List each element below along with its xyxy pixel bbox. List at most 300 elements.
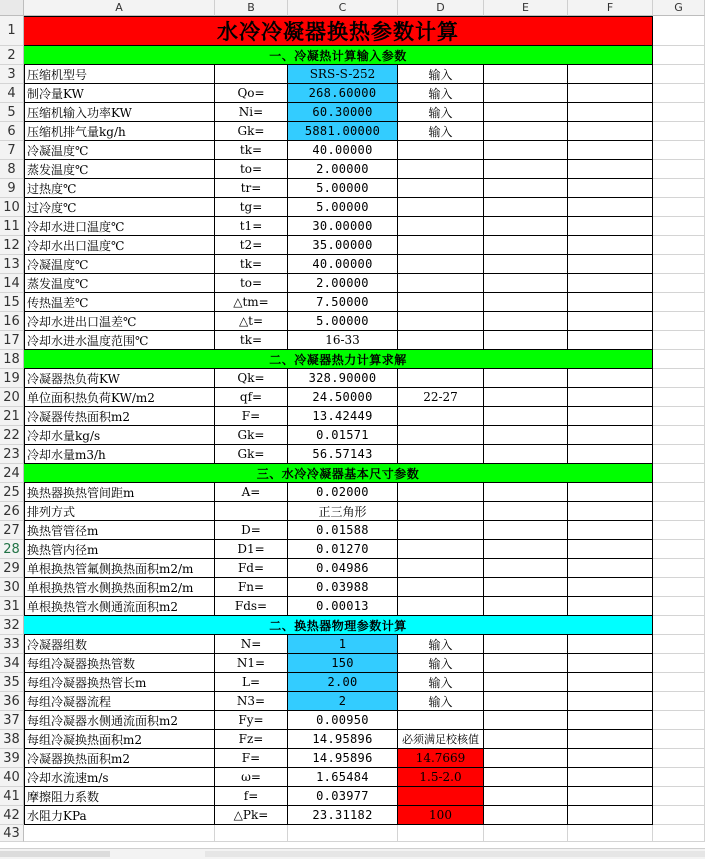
- cell-c4[interactable]: 268.60000: [288, 84, 398, 103]
- cell-d11[interactable]: [398, 217, 484, 236]
- row-header-13[interactable]: 13: [0, 255, 24, 274]
- cell-c37[interactable]: 0.00950: [288, 711, 398, 730]
- cell-e12[interactable]: [484, 236, 568, 255]
- cell-e26[interactable]: [484, 502, 568, 521]
- cell-d3[interactable]: 输入: [398, 65, 484, 84]
- cell-e16[interactable]: [484, 312, 568, 331]
- section-header-thermal[interactable]: 二、冷凝器热力计算求解: [24, 350, 653, 369]
- empty-cell-g24[interactable]: [653, 464, 705, 483]
- cell-c36[interactable]: 2: [288, 692, 398, 711]
- sheet-tab-strip[interactable]: [0, 851, 110, 857]
- row-header-40[interactable]: 40: [0, 768, 24, 787]
- cell-e38[interactable]: [484, 730, 568, 749]
- empty-cell-g39[interactable]: [653, 749, 705, 768]
- cell-f25[interactable]: [568, 483, 653, 502]
- cell-f42[interactable]: [568, 806, 653, 825]
- cell-d14[interactable]: [398, 274, 484, 293]
- cell-f13[interactable]: [568, 255, 653, 274]
- cell-e29[interactable]: [484, 559, 568, 578]
- row-header-34[interactable]: 34: [0, 654, 24, 673]
- empty-cell-g40[interactable]: [653, 768, 705, 787]
- row-header-21[interactable]: 21: [0, 407, 24, 426]
- cell-f26[interactable]: [568, 502, 653, 521]
- cell-a6[interactable]: 压缩机排气量kg/h: [24, 122, 215, 141]
- cell-e6[interactable]: [484, 122, 568, 141]
- cell-a34[interactable]: 每组冷凝器换热管数: [24, 654, 215, 673]
- empty-cell-f43[interactable]: [568, 825, 653, 842]
- cell-a8[interactable]: 蒸发温度℃: [24, 160, 215, 179]
- cell-a21[interactable]: 冷凝器传热面积m2: [24, 407, 215, 426]
- empty-cell-g10[interactable]: [653, 198, 705, 217]
- cell-f30[interactable]: [568, 578, 653, 597]
- empty-cell-g36[interactable]: [653, 692, 705, 711]
- cell-e21[interactable]: [484, 407, 568, 426]
- cell-f41[interactable]: [568, 787, 653, 806]
- cell-a4[interactable]: 制冷量KW: [24, 84, 215, 103]
- empty-cell-g32[interactable]: [653, 616, 705, 635]
- row-header-22[interactable]: 22: [0, 426, 24, 445]
- cell-a10[interactable]: 过冷度℃: [24, 198, 215, 217]
- cell-a17[interactable]: 冷却水进水温度范围℃: [24, 331, 215, 350]
- column-header-d[interactable]: D: [398, 0, 484, 16]
- cell-e15[interactable]: [484, 293, 568, 312]
- cell-b41[interactable]: f=: [215, 787, 288, 806]
- cell-b40[interactable]: ω=: [215, 768, 288, 787]
- column-header-c[interactable]: C: [288, 0, 398, 16]
- cell-c16[interactable]: 5.00000: [288, 312, 398, 331]
- cell-a29[interactable]: 单根换热管氟侧换热面积m2/m: [24, 559, 215, 578]
- cell-e19[interactable]: [484, 369, 568, 388]
- empty-cell-g21[interactable]: [653, 407, 705, 426]
- cell-d15[interactable]: [398, 293, 484, 312]
- row-header-42[interactable]: 42: [0, 806, 24, 825]
- cell-a39[interactable]: 冷凝器换热面积m2: [24, 749, 215, 768]
- cell-b3[interactable]: [215, 65, 288, 84]
- cell-c26[interactable]: 正三角形: [288, 502, 398, 521]
- cell-b29[interactable]: Fd=: [215, 559, 288, 578]
- cell-c29[interactable]: 0.04986: [288, 559, 398, 578]
- cell-b35[interactable]: L=: [215, 673, 288, 692]
- cell-d29[interactable]: [398, 559, 484, 578]
- empty-cell-a43[interactable]: [24, 825, 215, 842]
- row-header-2[interactable]: 2: [0, 46, 24, 65]
- cell-e41[interactable]: [484, 787, 568, 806]
- cell-d41[interactable]: [398, 787, 484, 806]
- cell-b9[interactable]: tr=: [215, 179, 288, 198]
- cell-d31[interactable]: [398, 597, 484, 616]
- cell-f31[interactable]: [568, 597, 653, 616]
- cell-a19[interactable]: 冷凝器热负荷KW: [24, 369, 215, 388]
- row-header-17[interactable]: 17: [0, 331, 24, 350]
- cell-f4[interactable]: [568, 84, 653, 103]
- cell-c13[interactable]: 40.00000: [288, 255, 398, 274]
- cell-e17[interactable]: [484, 331, 568, 350]
- cell-c12[interactable]: 35.00000: [288, 236, 398, 255]
- empty-cell-g37[interactable]: [653, 711, 705, 730]
- horizontal-scrollbar[interactable]: [205, 851, 705, 857]
- empty-cell-g9[interactable]: [653, 179, 705, 198]
- row-header-28[interactable]: 28: [0, 540, 24, 559]
- cell-a9[interactable]: 过热度℃: [24, 179, 215, 198]
- cell-b12[interactable]: t2=: [215, 236, 288, 255]
- cell-a37[interactable]: 每组冷凝器水侧通流面积m2: [24, 711, 215, 730]
- cell-c39[interactable]: 14.95896: [288, 749, 398, 768]
- cell-b28[interactable]: D1=: [215, 540, 288, 559]
- cell-f12[interactable]: [568, 236, 653, 255]
- cell-c11[interactable]: 30.00000: [288, 217, 398, 236]
- empty-cell-g4[interactable]: [653, 84, 705, 103]
- empty-cell-g31[interactable]: [653, 597, 705, 616]
- row-header-35[interactable]: 35: [0, 673, 24, 692]
- empty-cell-g5[interactable]: [653, 103, 705, 122]
- row-header-18[interactable]: 18: [0, 350, 24, 369]
- cell-e39[interactable]: [484, 749, 568, 768]
- cell-e33[interactable]: [484, 635, 568, 654]
- cell-c8[interactable]: 2.00000: [288, 160, 398, 179]
- section-header-physical[interactable]: 二、换热器物理参数计算: [24, 616, 653, 635]
- cell-d12[interactable]: [398, 236, 484, 255]
- row-header-32[interactable]: 32: [0, 616, 24, 635]
- cell-f23[interactable]: [568, 445, 653, 464]
- cell-f11[interactable]: [568, 217, 653, 236]
- row-header-38[interactable]: 38: [0, 730, 24, 749]
- cell-d34[interactable]: 输入: [398, 654, 484, 673]
- row-header-31[interactable]: 31: [0, 597, 24, 616]
- column-header-f[interactable]: F: [568, 0, 653, 16]
- cell-a36[interactable]: 每组冷凝器流程: [24, 692, 215, 711]
- cell-d30[interactable]: [398, 578, 484, 597]
- cell-c9[interactable]: 5.00000: [288, 179, 398, 198]
- cell-b17[interactable]: tk=: [215, 331, 288, 350]
- cell-f16[interactable]: [568, 312, 653, 331]
- cell-f22[interactable]: [568, 426, 653, 445]
- row-header-19[interactable]: 19: [0, 369, 24, 388]
- empty-cell-g8[interactable]: [653, 160, 705, 179]
- empty-cell-g6[interactable]: [653, 122, 705, 141]
- cell-e3[interactable]: [484, 65, 568, 84]
- cell-e37[interactable]: [484, 711, 568, 730]
- cell-d36[interactable]: 输入: [398, 692, 484, 711]
- cell-a35[interactable]: 每组冷凝器换热管长m: [24, 673, 215, 692]
- empty-cell-g14[interactable]: [653, 274, 705, 293]
- row-header-3[interactable]: 3: [0, 65, 24, 84]
- cell-d40[interactable]: 1.5-2.0: [398, 768, 484, 787]
- cell-b36[interactable]: N3=: [215, 692, 288, 711]
- cell-d28[interactable]: [398, 540, 484, 559]
- empty-cell-g28[interactable]: [653, 540, 705, 559]
- cell-f7[interactable]: [568, 141, 653, 160]
- cell-a20[interactable]: 单位面积热负荷KW/m2: [24, 388, 215, 407]
- cell-f38[interactable]: [568, 730, 653, 749]
- empty-cell-g34[interactable]: [653, 654, 705, 673]
- empty-cell-g12[interactable]: [653, 236, 705, 255]
- cell-e31[interactable]: [484, 597, 568, 616]
- cell-c38[interactable]: 14.95896: [288, 730, 398, 749]
- cell-f40[interactable]: [568, 768, 653, 787]
- empty-cell-e43[interactable]: [484, 825, 568, 842]
- row-header-24[interactable]: 24: [0, 464, 24, 483]
- cell-b34[interactable]: N1=: [215, 654, 288, 673]
- cell-b26[interactable]: [215, 502, 288, 521]
- cell-c27[interactable]: 0.01588: [288, 521, 398, 540]
- cell-a13[interactable]: 冷凝温度℃: [24, 255, 215, 274]
- cell-b14[interactable]: to=: [215, 274, 288, 293]
- row-header-37[interactable]: 37: [0, 711, 24, 730]
- cell-d10[interactable]: [398, 198, 484, 217]
- cell-b16[interactable]: △t=: [215, 312, 288, 331]
- cell-a14[interactable]: 蒸发温度℃: [24, 274, 215, 293]
- cell-a40[interactable]: 冷却水流速m/s: [24, 768, 215, 787]
- cell-e9[interactable]: [484, 179, 568, 198]
- cell-e7[interactable]: [484, 141, 568, 160]
- row-header-39[interactable]: 39: [0, 749, 24, 768]
- cell-a7[interactable]: 冷凝温度℃: [24, 141, 215, 160]
- empty-cell-c43[interactable]: [288, 825, 398, 842]
- cell-d35[interactable]: 输入: [398, 673, 484, 692]
- cell-f37[interactable]: [568, 711, 653, 730]
- cell-d17[interactable]: [398, 331, 484, 350]
- cell-c33[interactable]: 1: [288, 635, 398, 654]
- column-header-e[interactable]: E: [484, 0, 568, 16]
- cell-f15[interactable]: [568, 293, 653, 312]
- cell-c35[interactable]: 2.00: [288, 673, 398, 692]
- cell-d39[interactable]: 14.7669: [398, 749, 484, 768]
- empty-cell-g38[interactable]: [653, 730, 705, 749]
- cell-d25[interactable]: [398, 483, 484, 502]
- cell-e36[interactable]: [484, 692, 568, 711]
- cell-f14[interactable]: [568, 274, 653, 293]
- empty-cell-g30[interactable]: [653, 578, 705, 597]
- cell-a30[interactable]: 单根换热管水侧换热面积m2/m: [24, 578, 215, 597]
- cell-a12[interactable]: 冷却水出口温度℃: [24, 236, 215, 255]
- cell-b38[interactable]: Fz=: [215, 730, 288, 749]
- cell-b4[interactable]: Qo=: [215, 84, 288, 103]
- cell-b10[interactable]: tg=: [215, 198, 288, 217]
- cell-d16[interactable]: [398, 312, 484, 331]
- cell-d8[interactable]: [398, 160, 484, 179]
- cell-f39[interactable]: [568, 749, 653, 768]
- cell-f28[interactable]: [568, 540, 653, 559]
- cell-e34[interactable]: [484, 654, 568, 673]
- row-header-15[interactable]: 15: [0, 293, 24, 312]
- column-header-a[interactable]: A: [24, 0, 215, 16]
- empty-cell-g42[interactable]: [653, 806, 705, 825]
- cell-b30[interactable]: Fn=: [215, 578, 288, 597]
- row-header-6[interactable]: 6: [0, 122, 24, 141]
- cell-c22[interactable]: 0.01571: [288, 426, 398, 445]
- cell-f9[interactable]: [568, 179, 653, 198]
- cell-f6[interactable]: [568, 122, 653, 141]
- cell-f34[interactable]: [568, 654, 653, 673]
- cell-a15[interactable]: 传热温差℃: [24, 293, 215, 312]
- cell-f29[interactable]: [568, 559, 653, 578]
- cell-b27[interactable]: D=: [215, 521, 288, 540]
- cell-e25[interactable]: [484, 483, 568, 502]
- cell-b42[interactable]: △Pk=: [215, 806, 288, 825]
- cell-d33[interactable]: 输入: [398, 635, 484, 654]
- cell-c14[interactable]: 2.00000: [288, 274, 398, 293]
- empty-cell-g17[interactable]: [653, 331, 705, 350]
- cell-d9[interactable]: [398, 179, 484, 198]
- cell-a25[interactable]: 换热器换热管间距m: [24, 483, 215, 502]
- row-header-1[interactable]: 1: [0, 16, 24, 46]
- cell-b21[interactable]: F=: [215, 407, 288, 426]
- cell-c6[interactable]: 5881.00000: [288, 122, 398, 141]
- cell-d4[interactable]: 输入: [398, 84, 484, 103]
- cell-a31[interactable]: 单根换热管水侧通流面积m2: [24, 597, 215, 616]
- cell-e10[interactable]: [484, 198, 568, 217]
- cell-b25[interactable]: A=: [215, 483, 288, 502]
- cell-d6[interactable]: 输入: [398, 122, 484, 141]
- cell-d5[interactable]: 输入: [398, 103, 484, 122]
- row-header-9[interactable]: 9: [0, 179, 24, 198]
- row-header-25[interactable]: 25: [0, 483, 24, 502]
- cell-e20[interactable]: [484, 388, 568, 407]
- cell-e28[interactable]: [484, 540, 568, 559]
- cell-d19[interactable]: [398, 369, 484, 388]
- cell-e27[interactable]: [484, 521, 568, 540]
- cell-e22[interactable]: [484, 426, 568, 445]
- empty-cell-g25[interactable]: [653, 483, 705, 502]
- cell-d13[interactable]: [398, 255, 484, 274]
- cell-c5[interactable]: 60.30000: [288, 103, 398, 122]
- empty-cell-g11[interactable]: [653, 217, 705, 236]
- cell-e11[interactable]: [484, 217, 568, 236]
- cell-b23[interactable]: Gk=: [215, 445, 288, 464]
- cell-f8[interactable]: [568, 160, 653, 179]
- cell-c31[interactable]: 0.00013: [288, 597, 398, 616]
- row-header-29[interactable]: 29: [0, 559, 24, 578]
- cell-a42[interactable]: 水阻力KPa: [24, 806, 215, 825]
- row-header-11[interactable]: 11: [0, 217, 24, 236]
- cell-e30[interactable]: [484, 578, 568, 597]
- cell-a38[interactable]: 每组冷凝换热面积m2: [24, 730, 215, 749]
- cell-b13[interactable]: tk=: [215, 255, 288, 274]
- cell-b22[interactable]: Gk=: [215, 426, 288, 445]
- cell-e8[interactable]: [484, 160, 568, 179]
- cell-a27[interactable]: 换热管管径m: [24, 521, 215, 540]
- cell-f21[interactable]: [568, 407, 653, 426]
- cell-f33[interactable]: [568, 635, 653, 654]
- cell-f27[interactable]: [568, 521, 653, 540]
- row-header-14[interactable]: 14: [0, 274, 24, 293]
- cell-d22[interactable]: [398, 426, 484, 445]
- cell-a5[interactable]: 压缩机输入功率KW: [24, 103, 215, 122]
- cell-f3[interactable]: [568, 65, 653, 84]
- cell-c25[interactable]: 0.02000: [288, 483, 398, 502]
- empty-cell-g19[interactable]: [653, 369, 705, 388]
- cell-f20[interactable]: [568, 388, 653, 407]
- empty-cell-g13[interactable]: [653, 255, 705, 274]
- cell-b37[interactable]: Fy=: [215, 711, 288, 730]
- row-header-26[interactable]: 26: [0, 502, 24, 521]
- cell-b11[interactable]: t1=: [215, 217, 288, 236]
- cell-f5[interactable]: [568, 103, 653, 122]
- cell-a33[interactable]: 冷凝器组数: [24, 635, 215, 654]
- cell-d7[interactable]: [398, 141, 484, 160]
- cell-c42[interactable]: 23.31182: [288, 806, 398, 825]
- cell-c3[interactable]: SRS-S-252: [288, 65, 398, 84]
- empty-cell-g15[interactable]: [653, 293, 705, 312]
- empty-cell-g26[interactable]: [653, 502, 705, 521]
- empty-cell-g41[interactable]: [653, 787, 705, 806]
- empty-cell-g2[interactable]: [653, 46, 705, 65]
- cell-c7[interactable]: 40.00000: [288, 141, 398, 160]
- empty-cell-g20[interactable]: [653, 388, 705, 407]
- empty-cell-g22[interactable]: [653, 426, 705, 445]
- cell-b15[interactable]: △tm=: [215, 293, 288, 312]
- row-header-20[interactable]: 20: [0, 388, 24, 407]
- section-header-dimensions[interactable]: 三、水冷冷凝器基本尺寸参数: [24, 464, 653, 483]
- cell-d38[interactable]: 必须满足校核值: [398, 730, 484, 749]
- cell-e5[interactable]: [484, 103, 568, 122]
- section-header-input[interactable]: 一、冷凝热计算输入参数: [24, 46, 653, 65]
- row-header-8[interactable]: 8: [0, 160, 24, 179]
- cell-c34[interactable]: 150: [288, 654, 398, 673]
- empty-cell-b43[interactable]: [215, 825, 288, 842]
- select-all-corner[interactable]: [0, 0, 24, 16]
- cell-b33[interactable]: N=: [215, 635, 288, 654]
- cell-f10[interactable]: [568, 198, 653, 217]
- cell-e23[interactable]: [484, 445, 568, 464]
- column-header-b[interactable]: B: [215, 0, 288, 16]
- cell-c28[interactable]: 0.01270: [288, 540, 398, 559]
- cell-a22[interactable]: 冷却水量kg/s: [24, 426, 215, 445]
- row-header-7[interactable]: 7: [0, 141, 24, 160]
- cell-a16[interactable]: 冷却水进出口温差℃: [24, 312, 215, 331]
- cell-a41[interactable]: 摩擦阻力系数: [24, 787, 215, 806]
- cell-d37[interactable]: [398, 711, 484, 730]
- row-header-27[interactable]: 27: [0, 521, 24, 540]
- empty-cell-g18[interactable]: [653, 350, 705, 369]
- cell-e13[interactable]: [484, 255, 568, 274]
- row-header-12[interactable]: 12: [0, 236, 24, 255]
- cell-c15[interactable]: 7.50000: [288, 293, 398, 312]
- row-header-5[interactable]: 5: [0, 103, 24, 122]
- row-header-4[interactable]: 4: [0, 84, 24, 103]
- cell-c30[interactable]: 0.03988: [288, 578, 398, 597]
- cell-c10[interactable]: 5.00000: [288, 198, 398, 217]
- cell-f36[interactable]: [568, 692, 653, 711]
- empty-cell-g27[interactable]: [653, 521, 705, 540]
- cell-d23[interactable]: [398, 445, 484, 464]
- empty-cell-g23[interactable]: [653, 445, 705, 464]
- cell-a28[interactable]: 换热管内径m: [24, 540, 215, 559]
- cell-c41[interactable]: 0.03977: [288, 787, 398, 806]
- cell-c20[interactable]: 24.50000: [288, 388, 398, 407]
- empty-cell-g35[interactable]: [653, 673, 705, 692]
- cell-b20[interactable]: qf=: [215, 388, 288, 407]
- cell-c19[interactable]: 328.90000: [288, 369, 398, 388]
- cell-b6[interactable]: Gk=: [215, 122, 288, 141]
- cell-a11[interactable]: 冷却水进口温度℃: [24, 217, 215, 236]
- empty-cell-g1[interactable]: [653, 16, 705, 46]
- empty-cell-g29[interactable]: [653, 559, 705, 578]
- cell-c21[interactable]: 13.42449: [288, 407, 398, 426]
- cell-a23[interactable]: 冷却水量m3/h: [24, 445, 215, 464]
- cell-f17[interactable]: [568, 331, 653, 350]
- empty-cell-g16[interactable]: [653, 312, 705, 331]
- empty-cell-g43[interactable]: [653, 825, 705, 842]
- cell-e42[interactable]: [484, 806, 568, 825]
- row-header-33[interactable]: 33: [0, 635, 24, 654]
- cell-b5[interactable]: Ni=: [215, 103, 288, 122]
- empty-cell-g7[interactable]: [653, 141, 705, 160]
- cell-f19[interactable]: [568, 369, 653, 388]
- cell-f35[interactable]: [568, 673, 653, 692]
- cell-b19[interactable]: Qk=: [215, 369, 288, 388]
- column-header-g[interactable]: G: [653, 0, 705, 16]
